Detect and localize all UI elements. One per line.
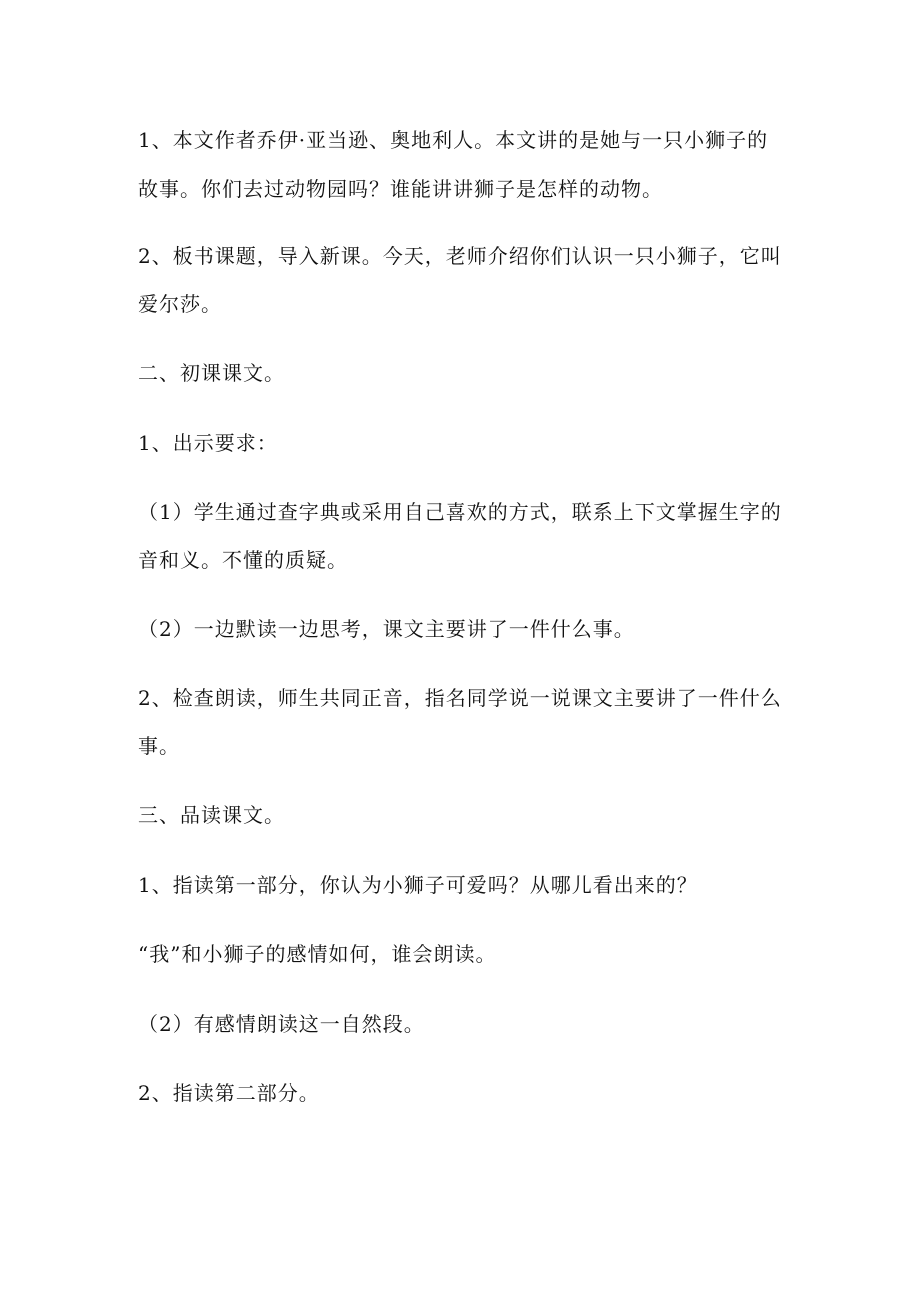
text-line: 2、板书课题，导入新课。今天，老师介绍你们认识一只小狮子，它叫 bbox=[138, 244, 782, 268]
text-line: 1、本文作者乔伊·亚当逊、奥地利人。本文讲的是她与一只小狮子的 bbox=[138, 128, 769, 152]
section-heading: 二、初课课文。 bbox=[138, 361, 285, 385]
text-line: 1、出示要求： bbox=[138, 431, 278, 455]
text-line: 2、指读第二部分。 bbox=[138, 1081, 320, 1105]
text-line: 2、检查朗读，师生共同正音，指名同学说一说课文主要讲了一件什么 bbox=[138, 686, 782, 710]
text-line: 1、指读第一部分，你认为小狮子可爱吗？从哪儿看出来的？ bbox=[138, 873, 698, 897]
section-heading: 三、品读课文。 bbox=[138, 803, 285, 827]
text-line: （2）一边默读一边思考，课文主要讲了一件什么事。 bbox=[138, 617, 635, 641]
text-line: 音和义。不懂的质疑。 bbox=[138, 548, 348, 572]
text-line: 事。 bbox=[138, 734, 180, 758]
text-line: 故事。你们去过动物园吗？谁能讲讲狮子是怎样的动物。 bbox=[138, 177, 663, 201]
text-line: （2）有感情朗读这一自然段。 bbox=[138, 1012, 425, 1036]
text-line: （1）学生通过查字典或采用自己喜欢的方式，联系上下文掌握生字的 bbox=[138, 500, 782, 524]
text-line: “我”和小狮子的感情如何，谁会朗读。 bbox=[138, 942, 497, 966]
text-line: 爱尔莎。 bbox=[138, 292, 222, 316]
